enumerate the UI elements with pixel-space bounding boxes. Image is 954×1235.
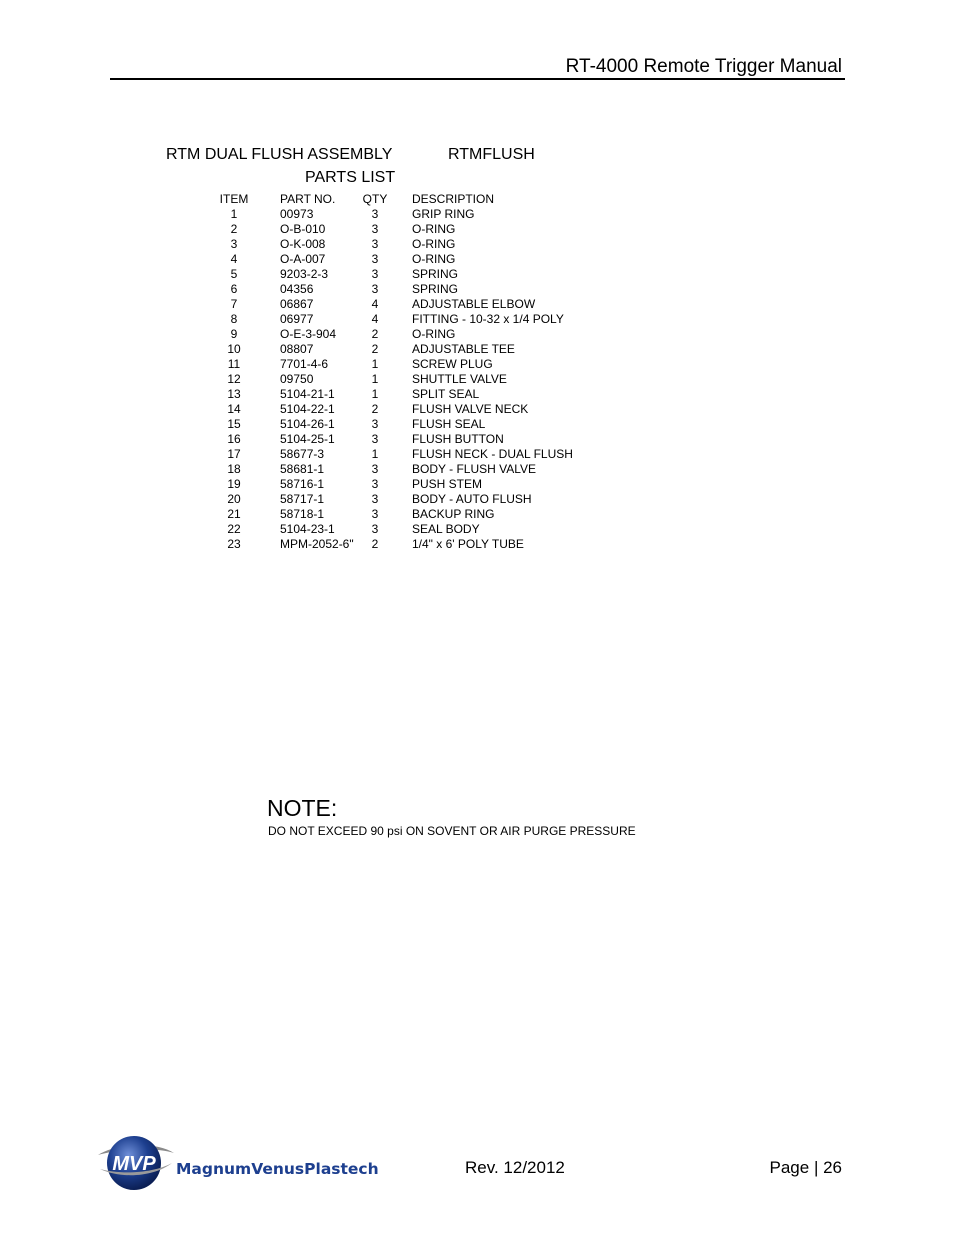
table-row — [210, 402, 610, 417]
cell-item: 7 — [230, 297, 238, 311]
company-logo — [96, 1133, 386, 1193]
cell-description: SPLIT SEAL — [412, 387, 480, 401]
cell-part-no: 5104-22-1 — [280, 402, 335, 416]
cell-item: 16 — [227, 432, 241, 446]
cell-item: 6 — [230, 282, 238, 296]
note-text: DO NOT EXCEED 90 psi ON SOVENT OR AIR PURGE PRESSURE — [268, 824, 636, 838]
table-row — [210, 237, 610, 252]
cell-part-no: MPM-2052-6" — [280, 537, 354, 551]
cell-item: 20 — [227, 492, 241, 506]
cell-qty: 2 — [371, 342, 379, 356]
cell-description: FLUSH SEAL — [412, 417, 486, 431]
cell-part-no: 58717-1 — [280, 492, 325, 506]
header-divider — [110, 78, 845, 80]
cell-qty: 4 — [371, 297, 379, 311]
cell-qty: 3 — [371, 522, 379, 536]
table-row — [210, 297, 610, 312]
cell-item: 17 — [227, 447, 241, 461]
parts-table-header-row — [210, 192, 610, 207]
cell-item: 18 — [227, 462, 241, 476]
cell-qty: 3 — [371, 207, 379, 221]
cell-description: GRIP RING — [412, 207, 475, 221]
cell-qty: 3 — [371, 222, 379, 236]
cell-qty: 3 — [371, 237, 379, 251]
cell-item: 10 — [227, 342, 241, 356]
table-row — [210, 507, 610, 522]
table-row — [210, 387, 610, 402]
cell-description: SPRING — [412, 267, 459, 281]
table-row — [210, 477, 610, 492]
logo-mark-text: MVP — [112, 1153, 156, 1175]
cell-qty: 3 — [371, 417, 379, 431]
cell-description: BODY - AUTO FLUSH — [412, 492, 532, 506]
cell-item: 12 — [227, 372, 241, 386]
table-row — [210, 207, 610, 222]
cell-part-no: 5104-25-1 — [280, 432, 335, 446]
column-header-item: ITEM — [219, 192, 249, 206]
cell-item: 14 — [227, 402, 241, 416]
cell-description: FITTING - 10-32 x 1/4 POLY — [412, 312, 564, 326]
cell-description: ADJUSTABLE TEE — [412, 342, 515, 356]
cell-item: 1 — [230, 207, 238, 221]
cell-item: 9 — [230, 327, 238, 341]
cell-part-no: 58718-1 — [280, 507, 325, 521]
cell-qty: 3 — [371, 477, 379, 491]
table-row — [210, 522, 610, 537]
cell-qty: 3 — [371, 267, 379, 281]
cell-description: 1/4" x 6' POLY TUBE — [412, 537, 524, 551]
cell-description: O-RING — [412, 252, 456, 266]
cell-qty: 3 — [371, 252, 379, 266]
table-row — [210, 222, 610, 237]
table-row — [210, 357, 610, 372]
cell-description: O-RING — [412, 222, 456, 236]
table-row — [210, 267, 610, 282]
revision-label: Rev. 12/2012 — [465, 1158, 565, 1177]
cell-item: 11 — [227, 357, 241, 371]
cell-item: 8 — [230, 312, 238, 326]
cell-description: SCREW PLUG — [412, 357, 493, 371]
cell-description: SPRING — [412, 282, 459, 296]
table-row — [210, 537, 610, 552]
cell-item: 2 — [230, 222, 238, 236]
cell-description: SHUTTLE VALVE — [412, 372, 507, 386]
cell-part-no: 09750 — [280, 372, 314, 386]
cell-description: FLUSH VALVE NECK — [412, 402, 529, 416]
cell-part-no: 06977 — [280, 312, 314, 326]
cell-qty: 4 — [371, 312, 379, 326]
column-header-qty: QTY — [362, 192, 388, 206]
cell-qty: 2 — [371, 327, 379, 341]
cell-description: O-RING — [412, 327, 456, 341]
cell-part-no: 58677-3 — [280, 447, 325, 461]
cell-item: 3 — [230, 237, 238, 251]
logo-wordmark-text: MagnumVenusPlastech — [176, 1160, 379, 1178]
column-header-part-no: PART NO. — [280, 192, 336, 206]
table-row — [210, 462, 610, 477]
cell-qty: 3 — [371, 432, 379, 446]
cell-description: SEAL BODY — [412, 522, 480, 536]
note-heading: NOTE: — [267, 795, 338, 821]
cell-description: BACKUP RING — [412, 507, 495, 521]
cell-part-no: 5104-26-1 — [280, 417, 335, 431]
table-row — [210, 372, 610, 387]
cell-part-no: 04356 — [280, 282, 314, 296]
cell-item: 13 — [227, 387, 241, 401]
cell-part-no: 5104-21-1 — [280, 387, 335, 401]
column-header-description: DESCRIPTION — [412, 192, 495, 206]
page-number: Page | 26 — [769, 1158, 842, 1177]
cell-qty: 2 — [371, 402, 379, 416]
cell-part-no: 08807 — [280, 342, 314, 356]
cell-part-no: O-E-3-904 — [280, 327, 337, 341]
cell-description: O-RING — [412, 237, 456, 251]
cell-part-no: 00973 — [280, 207, 314, 221]
cell-qty: 2 — [371, 537, 379, 551]
assembly-title: RTM DUAL FLUSH ASSEMBLY — [166, 146, 393, 163]
parts-table — [210, 192, 610, 552]
cell-item: 5 — [230, 267, 238, 281]
table-row — [210, 282, 610, 297]
cell-part-no: 58681-1 — [280, 462, 325, 476]
cell-qty: 3 — [371, 492, 379, 506]
cell-item: 15 — [227, 417, 241, 431]
cell-description: FLUSH NECK - DUAL FLUSH — [412, 447, 573, 461]
parts-list-title: PARTS LIST — [305, 169, 396, 186]
cell-item: 4 — [230, 252, 238, 266]
cell-description: PUSH STEM — [412, 477, 483, 491]
cell-qty: 3 — [371, 282, 379, 296]
assembly-code: RTMFLUSH — [448, 146, 535, 163]
cell-qty: 1 — [371, 357, 379, 371]
cell-description: BODY - FLUSH VALVE — [412, 462, 537, 476]
cell-part-no: 5104-23-1 — [280, 522, 335, 536]
table-row — [210, 327, 610, 342]
cell-item: 19 — [227, 477, 241, 491]
cell-part-no: 06867 — [280, 297, 314, 311]
cell-qty: 3 — [371, 507, 379, 521]
cell-part-no: O-K-008 — [280, 237, 326, 251]
table-row — [210, 252, 610, 267]
cell-qty: 1 — [371, 372, 379, 386]
cell-qty: 1 — [371, 387, 379, 401]
table-row — [210, 447, 610, 462]
table-row — [210, 492, 610, 507]
table-row — [210, 342, 610, 357]
cell-description: FLUSH BUTTON — [412, 432, 504, 446]
cell-qty: 1 — [371, 447, 379, 461]
cell-part-no: 9203-2-3 — [280, 267, 329, 281]
cell-part-no: 58716-1 — [280, 477, 325, 491]
manual-title: RT-4000 Remote Trigger Manual — [565, 56, 842, 77]
cell-part-no: O-A-007 — [280, 252, 326, 266]
cell-part-no: O-B-010 — [280, 222, 326, 236]
cell-qty: 3 — [371, 462, 379, 476]
table-row — [210, 312, 610, 327]
cell-item: 22 — [227, 522, 241, 536]
table-row — [210, 417, 610, 432]
table-row — [210, 432, 610, 447]
cell-item: 23 — [227, 537, 241, 551]
cell-description: ADJUSTABLE ELBOW — [412, 297, 536, 311]
cell-item: 21 — [227, 507, 241, 521]
cell-part-no: 7701-4-6 — [280, 357, 329, 371]
